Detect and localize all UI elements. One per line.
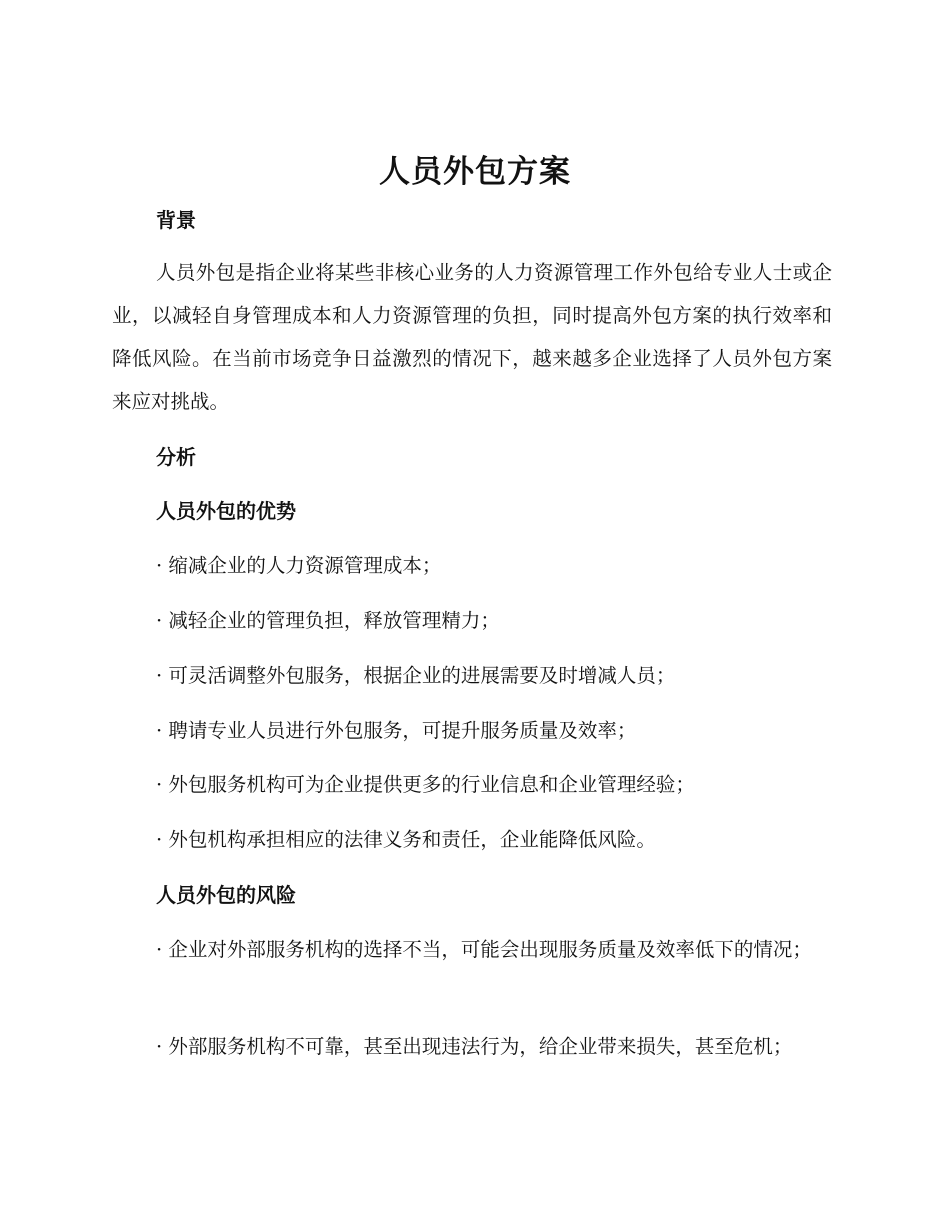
- risk-item: · 外部服务机构不可靠，甚至出现违法行为，给企业带来损失，甚至危机；: [156, 1035, 793, 1058]
- subheading-advantages: 人员外包的优势: [156, 499, 296, 523]
- advantage-item: · 可灵活调整外包服务，根据企业的进展需要及时增减人员；: [156, 664, 676, 687]
- advantage-item: · 聘请专业人员进行外包服务，可提升服务质量及效率；: [156, 719, 637, 742]
- document-title: 人员外包方案: [379, 154, 571, 190]
- risk-item: · 企业对外部服务机构的选择不当，可能会出现服务质量及效率低下的情况；: [156, 938, 812, 961]
- advantage-item: · 减轻企业的管理负担，释放管理精力；: [156, 609, 500, 632]
- section-heading-background: 背景: [156, 208, 196, 232]
- advantage-item: · 外包机构承担相应的法律义务和责任，企业能降低风险。: [156, 828, 656, 851]
- background-paragraph: 人员外包是指企业将某些非核心业务的人力资源管理工作外包给专业人士或企业，以减轻自身管理成本和人力资源管理的负担，同时提高外包方案的执行效率和降低风险。在当前市场竞争日益激烈的情况下，越来越多企业选择了人员外包方案来应对挑战。: [112, 261, 832, 413]
- subheading-risks: 人员外包的风险: [156, 883, 296, 907]
- advantage-item: · 外包服务机构可为企业提供更多的行业信息和企业管理经验；: [156, 773, 695, 796]
- advantage-item: · 缩减企业的人力资源管理成本；: [156, 554, 442, 577]
- section-heading-analysis: 分析: [156, 445, 196, 469]
